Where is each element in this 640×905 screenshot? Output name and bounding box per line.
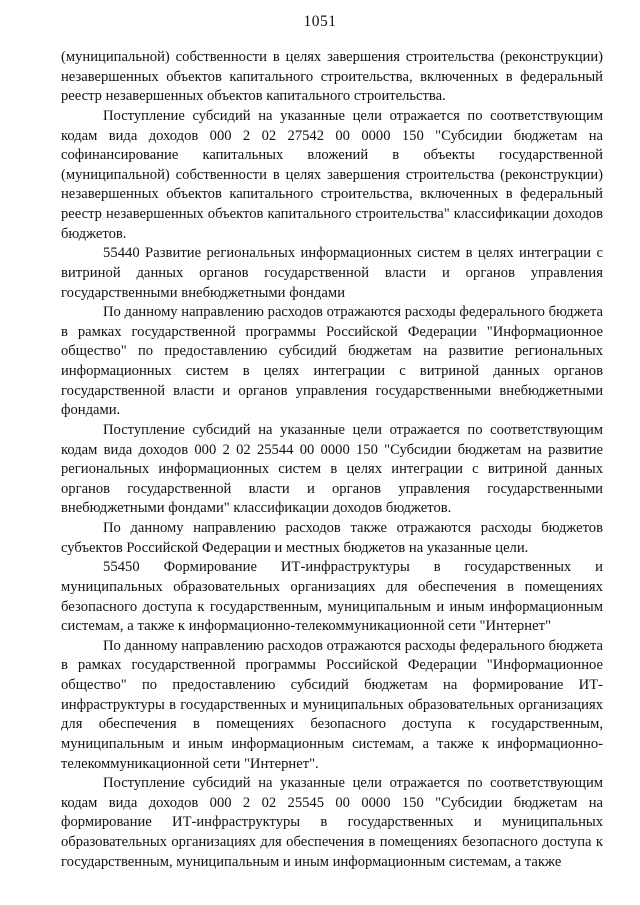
section-heading-55440: 55440 Развитие региональных информационных систем в целях интеграции с витриной данных органов государственной власти и органов управления государственными внебюджетными фондами (61, 245, 603, 301)
paragraph-revenue-code-25545: Поступление субсидий на указанные цели отражается по соответствующим кодам вида доходов 000 2 02 25545 00 0000 150 "Субсидии бюджетам на формирование ИТ-инфраструктуры в государственных и муниципальных образовательных организациях для обеспечения в помещениях безопасного доступа к государственным, муниципальным и иным информационным системам, а также (61, 775, 603, 870)
paragraph-revenue-code-25544: Поступление субсидий на указанные цели отражается по соответствующим кодам вида доходов 000 2 02 25544 00 0000 150 "Субсидии бюджетам на развитие региональных информационных систем в целях интеграции с витриной данных органов государственной власти и органов управления государственными внебюджетными фондами" классификации доходов бюджетов. (61, 421, 603, 517)
paragraph-continuation: (муниципальной) собственности в целях завершения строительства (реконструкции) незавершенных объектов капитального строительства, включенных в федеральный реестр незавершенных объектов капитального строительства. (61, 49, 603, 105)
body-text (61, 48, 603, 872)
paragraph-regional-budgets: По данному направлению расходов также отражаются расходы бюджетов субъектов Российской Федерации и местных бюджетов на указанные цели. (61, 520, 603, 556)
page-number: 1051 (303, 13, 337, 30)
paragraph-revenue-code-27542: Поступление субсидий на указанные цели отражается по соответствующим кодам вида доходов 000 2 02 27542 00 0000 150 "Субсидии бюджетам на софинансирование капитальных вложений в объекты государственной (муниципальной) собственности в целях завершения строительства (реконструкции) незавершенных объектов капитального строительства, включенных в федеральный реестр незавершенных объектов капитального строительства" классификации доходов бюджетов. (61, 107, 603, 242)
paragraph-expenses-55450: По данному направлению расходов отражаются расходы федерального бюджета в рамках государственной программы Российской Федерации "Информационное общество" по предоставлению субсидий бюджетам на формирование ИТ-инфраструктуры в государственных и муниципальных образовательных организациях для обеспечения в помещениях безопасного доступа к государственным, муниципальным и иным информационным системам, а также к информационно-телекоммуникационной сети "Интернет". (61, 637, 603, 772)
paragraph-expenses-55440: По данному направлению расходов отражаются расходы федерального бюджета в рамках государственной программы Российской Федерации "Информационное общество" по предоставлению субсидий бюджетам на развитие региональных информационных систем в целях интеграции с витриной данных органов государственной власти и органов управления государственными внебюджетными фондами. (61, 304, 603, 419)
section-heading-55450: 55450 Формирование ИТ-инфраструктуры в государственных и муниципальных образовательных организациях для обеспечения в помещениях безопасного доступа к государственным, муниципальным и иным информационным системам, а также к информационно-телекоммуникационной сети "Интернет" (61, 559, 603, 635)
